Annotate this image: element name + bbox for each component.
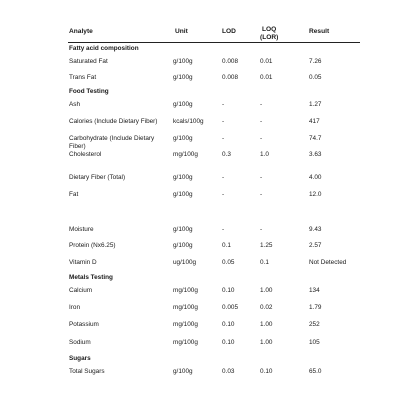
lod-dietary-fiber: - — [222, 174, 225, 181]
analyte-vitamin-d: Vitamin D — [69, 259, 97, 266]
result-saturated-fat: 7.26 — [309, 58, 322, 65]
header-analyte: Analyte — [69, 28, 93, 35]
unit-dietary-fiber: g/100g — [173, 174, 193, 181]
loq-fat: - — [260, 191, 263, 198]
result-total-sugars: 65.0 — [309, 368, 322, 375]
lod-cholesterol: 0.3 — [222, 151, 231, 158]
lod-calories: - — [222, 118, 225, 125]
result-vitamin-d: Not Detected — [309, 259, 347, 266]
unit-vitamin-d: ug/100g — [173, 259, 197, 266]
loq-moisture: - — [260, 226, 263, 233]
loq-calories: - — [260, 118, 263, 125]
result-iron: 1.79 — [309, 304, 322, 311]
unit-ash: g/100g — [173, 101, 193, 108]
unit-calories: kcals/100g — [173, 118, 204, 125]
loq-saturated-fat: 0.01 — [260, 58, 273, 65]
result-cholesterol: 3.63 — [309, 151, 322, 158]
unit-potassium: mg/100g — [173, 321, 198, 328]
section-title-metals-testing: Metals Testing — [69, 274, 113, 281]
analyte-total-sugars: Total Sugars — [69, 368, 105, 375]
analyte-dietary-fiber: Dietary Fiber (Total) — [69, 174, 126, 181]
result-protein: 2.57 — [309, 242, 322, 249]
result-fat: 12.0 — [309, 191, 322, 198]
lod-saturated-fat: 0.008 — [222, 58, 238, 65]
loq-cholesterol: 1.0 — [260, 151, 269, 158]
unit-sodium: mg/100g — [173, 339, 198, 346]
unit-calcium: mg/100g — [173, 287, 198, 294]
analyte-moisture: Moisture — [69, 226, 94, 233]
lod-fat: - — [222, 191, 225, 198]
loq-protein: 1.25 — [260, 242, 273, 249]
header-lod: LOD — [222, 28, 236, 35]
unit-fat: g/100g — [173, 191, 193, 198]
analyte-ash: Ash — [69, 101, 81, 108]
lod-calcium: 0.10 — [222, 287, 235, 294]
loq-vitamin-d: 0.1 — [260, 259, 269, 266]
result-ash: 1.27 — [309, 101, 322, 108]
lod-total-sugars: 0.03 — [222, 368, 235, 375]
unit-total-sugars: g/100g — [173, 368, 193, 375]
lod-vitamin-d: 0.05 — [222, 259, 235, 266]
lod-carbohydrate: - — [222, 135, 225, 142]
lod-moisture: - — [222, 226, 225, 233]
result-moisture: 9.43 — [309, 226, 322, 233]
section-title-fatty-acid: Fatty acid composition — [69, 45, 139, 52]
header-result: Result — [309, 28, 330, 35]
loq-ash: - — [260, 101, 263, 108]
unit-iron: mg/100g — [173, 304, 198, 311]
analyte-saturated-fat: Saturated Fat — [69, 58, 108, 65]
lod-iron: 0.005 — [222, 304, 238, 311]
unit-protein: g/100g — [173, 242, 193, 249]
loq-dietary-fiber: - — [260, 174, 263, 181]
lod-potassium: 0.10 — [222, 321, 235, 328]
unit-trans-fat: g/100g — [173, 74, 193, 81]
analyte-potassium: Potassium — [69, 321, 99, 328]
analyte-calcium: Calcium — [69, 287, 93, 294]
section-title-sugars: Sugars — [69, 355, 91, 362]
analyte-carbohydrate: Carbohydrate (Include Dietary Fiber) — [69, 135, 155, 150]
result-calcium: 134 — [309, 287, 320, 294]
header-rule — [68, 42, 360, 43]
loq-potassium: 1.00 — [260, 321, 273, 328]
unit-cholesterol: mg/100g — [173, 151, 198, 158]
unit-moisture: g/100g — [173, 226, 193, 233]
result-potassium: 252 — [309, 321, 320, 328]
lod-protein: 0.1 — [222, 242, 231, 249]
analyte-trans-fat: Trans Fat — [69, 74, 97, 81]
loq-calcium: 1.00 — [260, 287, 273, 294]
analyte-calories: Calories (Include Dietary Fiber) — [69, 118, 158, 125]
loq-trans-fat: 0.01 — [260, 74, 273, 81]
unit-carbohydrate: g/100g — [173, 135, 193, 142]
result-carbohydrate: 74.7 — [309, 135, 322, 142]
lod-trans-fat: 0.008 — [222, 74, 238, 81]
header-loq: LOQ (LOR) — [260, 26, 279, 41]
loq-iron: 0.02 — [260, 304, 273, 311]
analyte-iron: Iron — [69, 304, 81, 311]
analyte-fat: Fat — [69, 191, 79, 198]
header-unit: Unit — [175, 28, 188, 35]
analyte-protein: Protein (Nx6.25) — [69, 242, 116, 249]
loq-carbohydrate: - — [260, 135, 263, 142]
unit-saturated-fat: g/100g — [173, 58, 193, 65]
result-trans-fat: 0.05 — [309, 74, 322, 81]
analyte-cholesterol: Cholesterol — [69, 151, 102, 158]
result-calories: 417 — [309, 118, 320, 125]
result-sodium: 105 — [309, 339, 320, 346]
analyte-sodium: Sodium — [69, 339, 91, 346]
loq-sodium: 1.00 — [260, 339, 273, 346]
loq-total-sugars: 0.10 — [260, 368, 273, 375]
section-title-food-testing: Food Testing — [69, 88, 109, 95]
result-dietary-fiber: 4.00 — [309, 174, 322, 181]
lod-sodium: 0.10 — [222, 339, 235, 346]
lod-ash: - — [222, 101, 225, 108]
